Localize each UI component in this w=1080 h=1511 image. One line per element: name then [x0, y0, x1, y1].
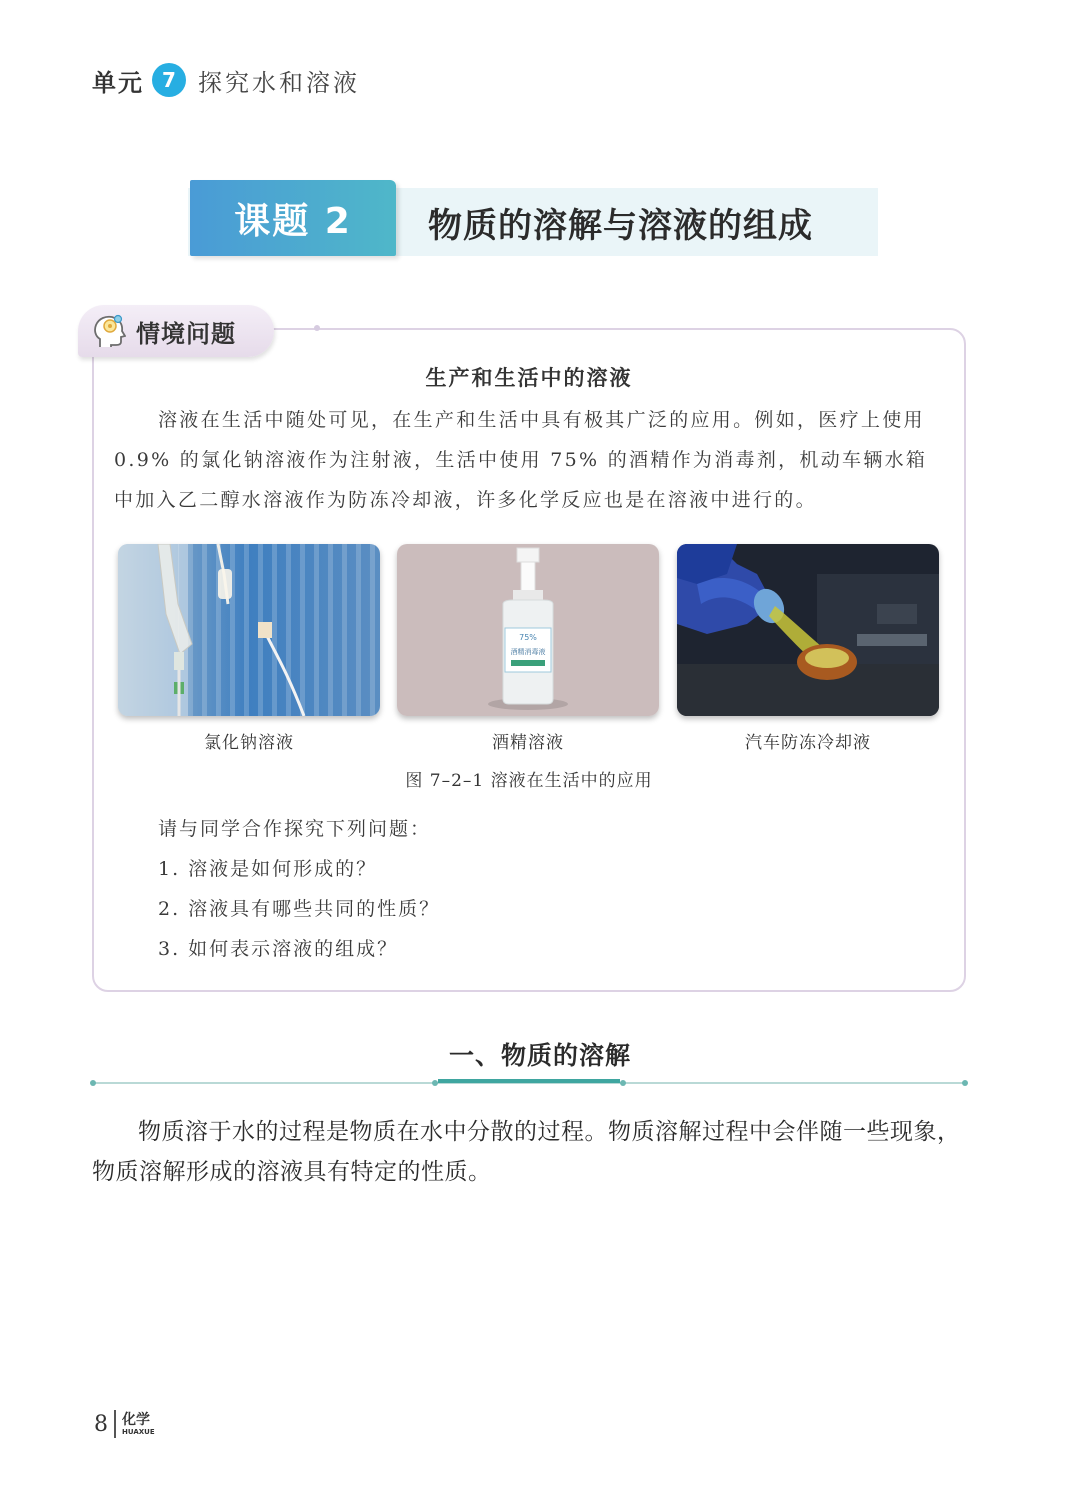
page-number: 8	[94, 1411, 108, 1437]
photo-caption-coolant: 汽车防冻冷却液	[745, 733, 871, 753]
lesson-title: 物质的溶解与溶液的组成	[428, 205, 813, 246]
question-item: 1. 溶液是如何形成的？	[158, 858, 378, 880]
saline-iv-illustration	[118, 544, 380, 716]
photo-caption-alcohol: 酒精溶液	[492, 733, 564, 753]
subject-name-cn: 化学	[122, 1411, 150, 1428]
unit-label: 单元	[92, 68, 144, 97]
unit-title: 探究水和溶液	[198, 68, 360, 97]
question-prompt: 请与同学合作探究下列问题：	[158, 818, 432, 840]
spray-label-percent: 75%	[519, 633, 537, 642]
section-divider-accent	[438, 1079, 620, 1083]
car-coolant-illustration	[677, 544, 939, 716]
scenario-paragraph: 溶液在生活中随处可见，在生产和生活中具有极其广泛的应用。例如，医疗上使用 0.9% 的氯化钠溶液作为注射液，生活中使用 75% 的酒精作为消毒剂，机动车辆水箱中加入乙二醇水溶液作为防冻冷却液，许多化学反应也是在溶液中进行的。	[114, 409, 928, 511]
photo-caption-saline: 氯化钠溶液	[204, 733, 294, 753]
lesson-tag: 课题 2	[190, 180, 396, 256]
figure-caption: 图 7–2–1 溶液在生活中的应用	[405, 771, 653, 791]
subject-name-en: HUAXUE	[122, 1427, 155, 1436]
scenario-tab-label: 情境问题	[136, 319, 236, 348]
alcohol-spray-illustration	[397, 544, 659, 716]
head-idea-icon	[92, 313, 126, 349]
section-body	[92, 1112, 968, 1192]
subject-label	[122, 1413, 155, 1436]
unit-header	[92, 60, 360, 100]
unit-number-badge: 7	[152, 63, 186, 97]
question-item: 3. 如何表示溶液的组成？	[158, 938, 399, 960]
section-body-paragraph: 物质溶于水的过程是物质在水中分散的过程。物质溶解过程中会伴随一些现象，物质溶解形成的溶液具有特定的性质。	[92, 1119, 961, 1185]
scenario-tab	[78, 305, 274, 357]
page-footer	[94, 1410, 155, 1438]
photo-saline-iv	[118, 544, 380, 716]
spray-label-name: 酒精消毒液	[510, 648, 546, 656]
scenario-subtitle: 生产和生活中的溶液	[425, 365, 633, 390]
section-heading: 一、物质的溶解	[448, 1041, 631, 1070]
photo-car-coolant	[677, 544, 939, 716]
divider-dot	[90, 1080, 96, 1086]
photo-alcohol-spray	[397, 544, 659, 716]
question-item: 2. 溶液具有哪些共同的性质？	[158, 898, 441, 920]
footer-divider	[114, 1410, 116, 1438]
divider-dot	[962, 1080, 968, 1086]
divider-dot	[432, 1080, 438, 1086]
divider-dot	[620, 1080, 626, 1086]
tab-line-dot	[314, 325, 320, 331]
